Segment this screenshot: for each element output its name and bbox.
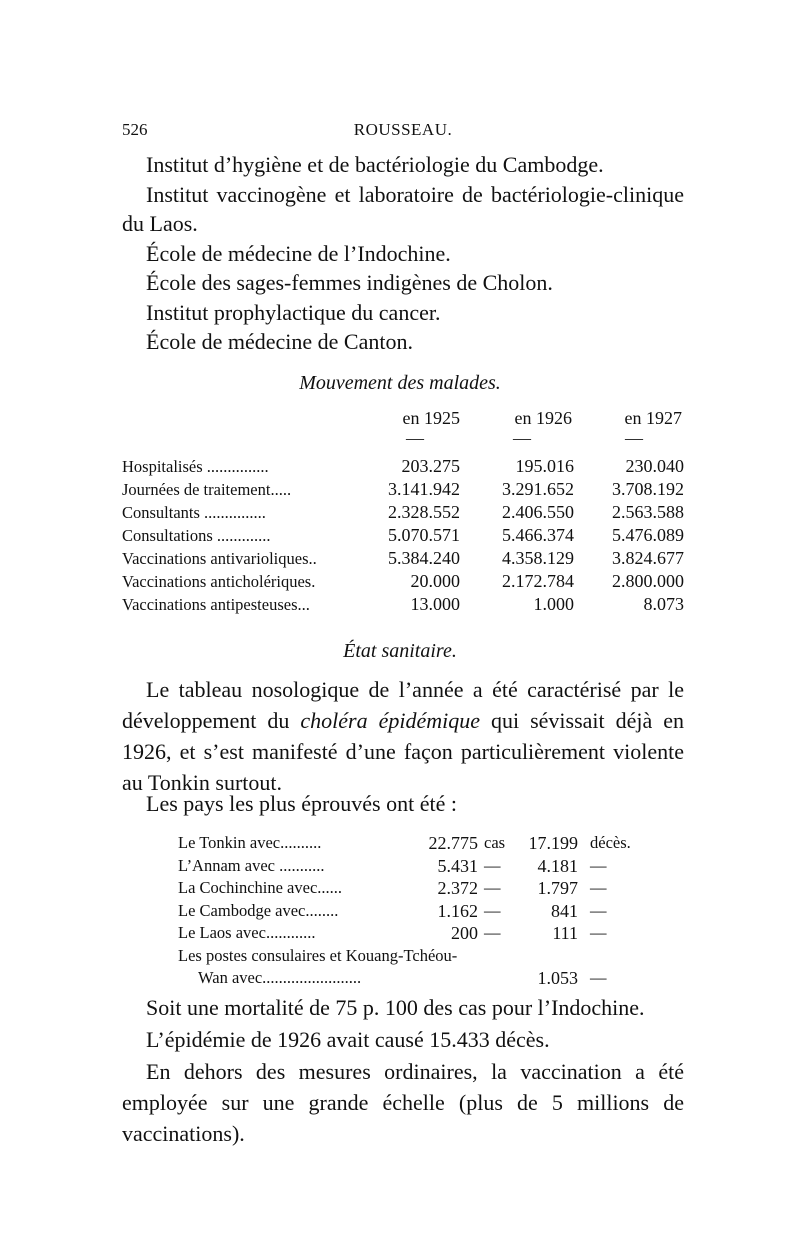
running-head: ROUSSEAU.	[353, 120, 453, 139]
paragraph-vaccination	[122, 1056, 684, 1149]
ditto-mark: —	[590, 855, 607, 875]
year-header: en 1927	[624, 408, 682, 428]
cell-value: 3.824.677	[612, 548, 684, 568]
cell-value: 2.563.588	[612, 502, 684, 522]
institution-item: École des sages-femmes indigènes de Cholon.	[146, 270, 553, 295]
year-header: en 1925	[402, 408, 460, 428]
unit-label: décès.	[590, 833, 631, 852]
deaths-value: 4.181	[537, 855, 578, 876]
ditto-mark: —	[484, 878, 501, 897]
ditto-mark: —	[484, 855, 501, 875]
table-row	[122, 501, 684, 524]
year-header: en 1926	[514, 408, 572, 428]
row-label: Le Cambodge avec........	[178, 900, 339, 920]
paragraph-epidemic-1926	[122, 1024, 684, 1055]
column-dash: —	[406, 428, 424, 448]
cell-value: 5.476.089	[612, 525, 684, 545]
countries-table	[178, 832, 648, 990]
row-label: Wan avec........................	[198, 968, 362, 987]
cell-value: 3.708.192	[612, 479, 684, 499]
column-dash: —	[625, 428, 643, 448]
cases-value: 5.431	[437, 855, 478, 876]
row-label: Consultants ...............	[122, 503, 266, 522]
table-row	[178, 877, 648, 900]
institution-item: Institut d’hygiène et de bactériologie du Cambodge.	[146, 152, 604, 177]
ditto-mark: —	[484, 923, 501, 942]
deaths-value: 1.797	[537, 878, 578, 898]
cell-value: 2.172.784	[502, 571, 574, 591]
row-label: La Cochinchine avec......	[178, 878, 343, 897]
ditto-mark: —	[590, 923, 607, 942]
cell-value: 5.466.374	[502, 525, 574, 545]
section-title-mouvement: Mouvement des malades.	[299, 372, 501, 394]
row-label: Vaccinations antipesteuses...	[122, 595, 310, 614]
cell-value: 5.070.571	[388, 525, 460, 545]
institution-list	[122, 150, 684, 357]
table-row	[122, 570, 684, 593]
cell-value: 8.073	[643, 594, 684, 614]
table-row	[122, 547, 684, 570]
column-dash: —	[513, 428, 531, 448]
table-row	[178, 855, 648, 878]
cell-value: 2.800.000	[612, 571, 684, 591]
cell-value: 203.275	[401, 456, 460, 476]
paragraph-text: En dehors des mesures ordinaires, la vaccination a été employée sur une grande échelle (plus de 5 millions de vaccinations).	[122, 1059, 684, 1146]
page-number: 526	[122, 120, 148, 139]
cell-value: 230.040	[625, 456, 684, 476]
table-row	[122, 478, 684, 501]
deaths-value: 1.053	[537, 968, 578, 988]
paragraph-mortality	[122, 992, 684, 1023]
cell-value: 5.384.240	[388, 548, 460, 568]
deaths-value: 841	[551, 900, 578, 921]
deaths-value: 111	[552, 923, 578, 943]
table-row	[178, 967, 648, 990]
cell-value: 2.328.552	[388, 502, 460, 522]
table-row	[178, 922, 648, 945]
emphasis-text: choléra épidémique	[300, 708, 480, 733]
deaths-value: 17.199	[528, 833, 578, 853]
row-label: Vaccinations antivarioliques..	[122, 549, 317, 568]
cell-value: 2.406.550	[502, 502, 574, 522]
institution-item: Institut vaccinogène et laboratoire de bactériologie-clinique du Laos.	[122, 181, 684, 236]
cell-value: 4.358.129	[502, 548, 574, 568]
cell-value: 3.141.942	[388, 479, 460, 499]
institution-item: École de médecine de l’Indochine.	[146, 240, 451, 266]
cell-value: 1.000	[533, 594, 574, 614]
paragraph-cholera	[122, 674, 684, 798]
cases-value: 22.775	[428, 833, 478, 853]
row-label: L’Annam avec ...........	[178, 855, 325, 875]
row-label: Hospitalisés ...............	[122, 457, 269, 476]
table-row	[122, 593, 684, 616]
paragraph-text: qui sévissait déjà en 1926, et s’est manifesté d’une façon particulièrement violente au Tonkin surtout.	[122, 708, 685, 795]
cell-value: 13.000	[410, 594, 460, 614]
table-row	[122, 455, 684, 478]
cases-value: 1.162	[437, 900, 478, 921]
ditto-mark: —	[484, 900, 501, 920]
row-label: Journées de traitement.....	[122, 480, 292, 499]
cell-value: 3.291.652	[502, 479, 574, 499]
ditto-mark: —	[590, 900, 607, 920]
row-label: Le Tonkin avec..........	[178, 833, 322, 852]
ditto-mark: —	[590, 968, 607, 987]
section-title-etat: État sanitaire.	[343, 640, 457, 662]
row-label: Consultations .............	[122, 526, 271, 545]
table-row	[178, 900, 648, 923]
cell-value: 20.000	[410, 571, 460, 591]
cases-value: 200	[451, 923, 478, 943]
row-label: Les postes consulaires et Kouang-Tchéou-	[178, 945, 458, 965]
paragraph-text: L’épidémie de 1926 avait causé 15.433 décès.	[146, 1027, 550, 1052]
unit-label: cas	[484, 833, 506, 852]
cell-value: 195.016	[515, 456, 574, 476]
institution-item: École de médecine de Canton.	[146, 329, 413, 354]
ditto-mark: —	[590, 878, 607, 897]
institution-item: Institut prophylactique du cancer.	[146, 299, 441, 325]
paragraph-text: Soit une mortalité de 75 p. 100 des cas pour l’Indochine.	[146, 995, 645, 1020]
table-row	[122, 524, 684, 547]
page-header	[122, 120, 684, 144]
table-row	[178, 832, 648, 855]
table-row	[178, 945, 648, 968]
row-label: Vaccinations anticholériques.	[122, 572, 316, 591]
paragraph-countries-intro	[122, 788, 684, 819]
mouvement-table	[122, 455, 684, 616]
row-label: Le Laos avec............	[178, 923, 316, 942]
paragraph-text: Le tableau nosologique de l’année a été caractérisé par le développement du	[122, 677, 684, 733]
paragraph-text: Les pays les plus éprouvés ont été :	[146, 791, 457, 816]
cases-value: 2.372	[437, 878, 478, 898]
